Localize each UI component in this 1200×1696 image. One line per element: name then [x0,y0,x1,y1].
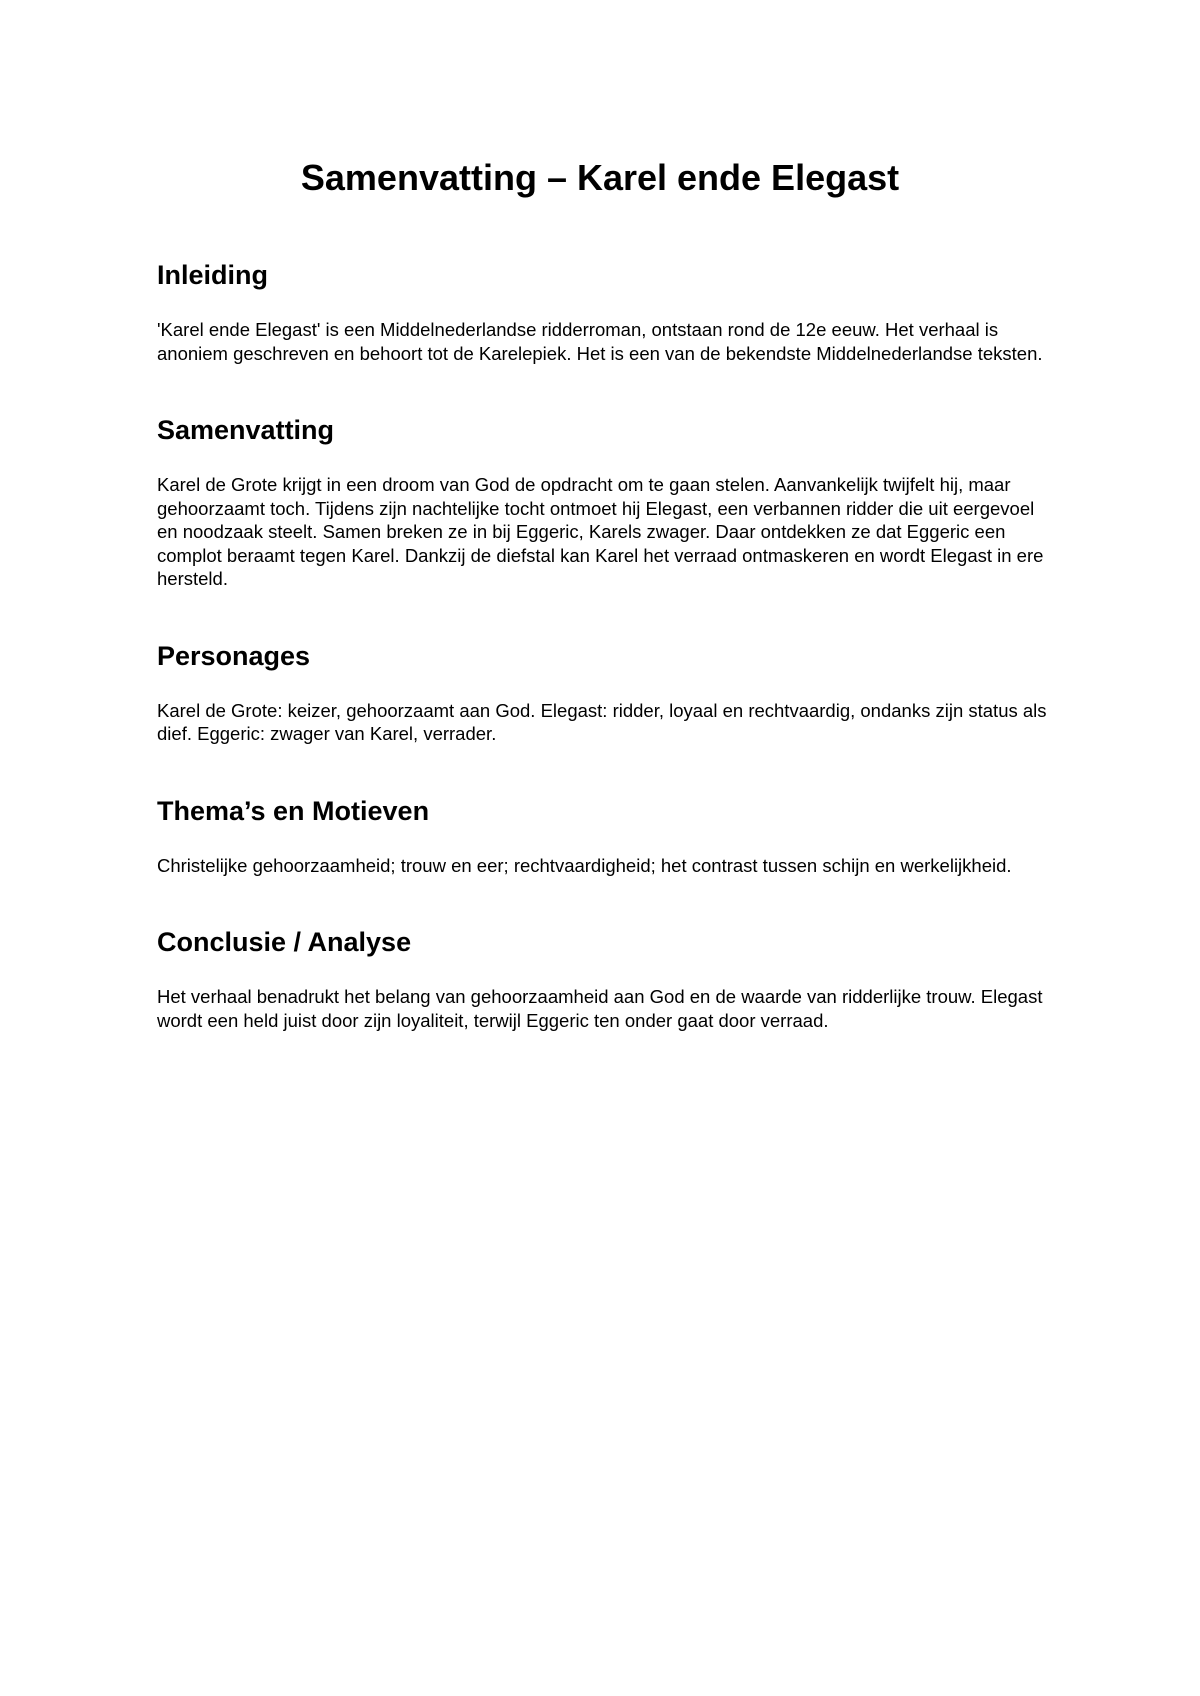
section-paragraph: Karel de Grote: keizer, gehoorzaamt aan God. Elegast: ridder, loyaal en rechtvaardig, ondanks zijn status als dief. Eggeric: zwager van Karel, verrader. [157,699,1047,744]
document-body [157,258,1057,1080]
section-heading: Samenvatting [157,415,335,445]
section-inleiding [157,258,1057,365]
section-heading: Personages [157,640,311,671]
section-samenvatting [157,413,1057,591]
document-title: Samenvatting – Karel ende Elegast [300,157,900,198]
section-paragraph: 'Karel ende Elegast' is een Middelnederlandse ridderroman, ontstaan rond de 12e eeuw. Het verhaal is anoniem geschreven en behoort tot de Karelepiek. Het is een van de bekendste Middelnederlandse teksten. [157,319,1043,364]
section-themas-en-motieven [157,794,1057,878]
section-personages [157,639,1057,746]
section-heading: Inleiding [157,260,268,290]
section-heading: Thema’s en Motieven [157,795,430,826]
section-paragraph: Het verhaal benadrukt het belang van gehoorzaamheid aan God en de waarde van ridderlijke trouw. Elegast wordt een held juist door zijn loyaliteit, terwijl Eggeric ten onder gaat door verraad. [157,986,1043,1031]
section-paragraph: Karel de Grote krijgt in een droom van God de opdracht om te gaan stelen. Aanvankelijk twijfelt hij, maar gehoorzaamt toch. Tijdens zijn nachtelijke tocht ontmoet hij Elegast, een verbannen ridder die uit eergevoel en noodzaak steelt. Samen breken ze in bij Eggeric, Karels zwager. Daar ontdekken ze dat Eggeric een complot beraamt tegen Karel. Dankzij de diefstal kan Karel het verraad ontmaskeren en wordt Elegast in ere hersteld. [157,474,1044,589]
section-paragraph: Christelijke gehoorzaamheid; trouw en eer; rechtvaardigheid; het contrast tussen schijn en werkelijkheid. [157,854,1012,876]
section-heading: Conclusie / Analyse [157,927,412,957]
section-conclusie-analyse [157,925,1057,1032]
